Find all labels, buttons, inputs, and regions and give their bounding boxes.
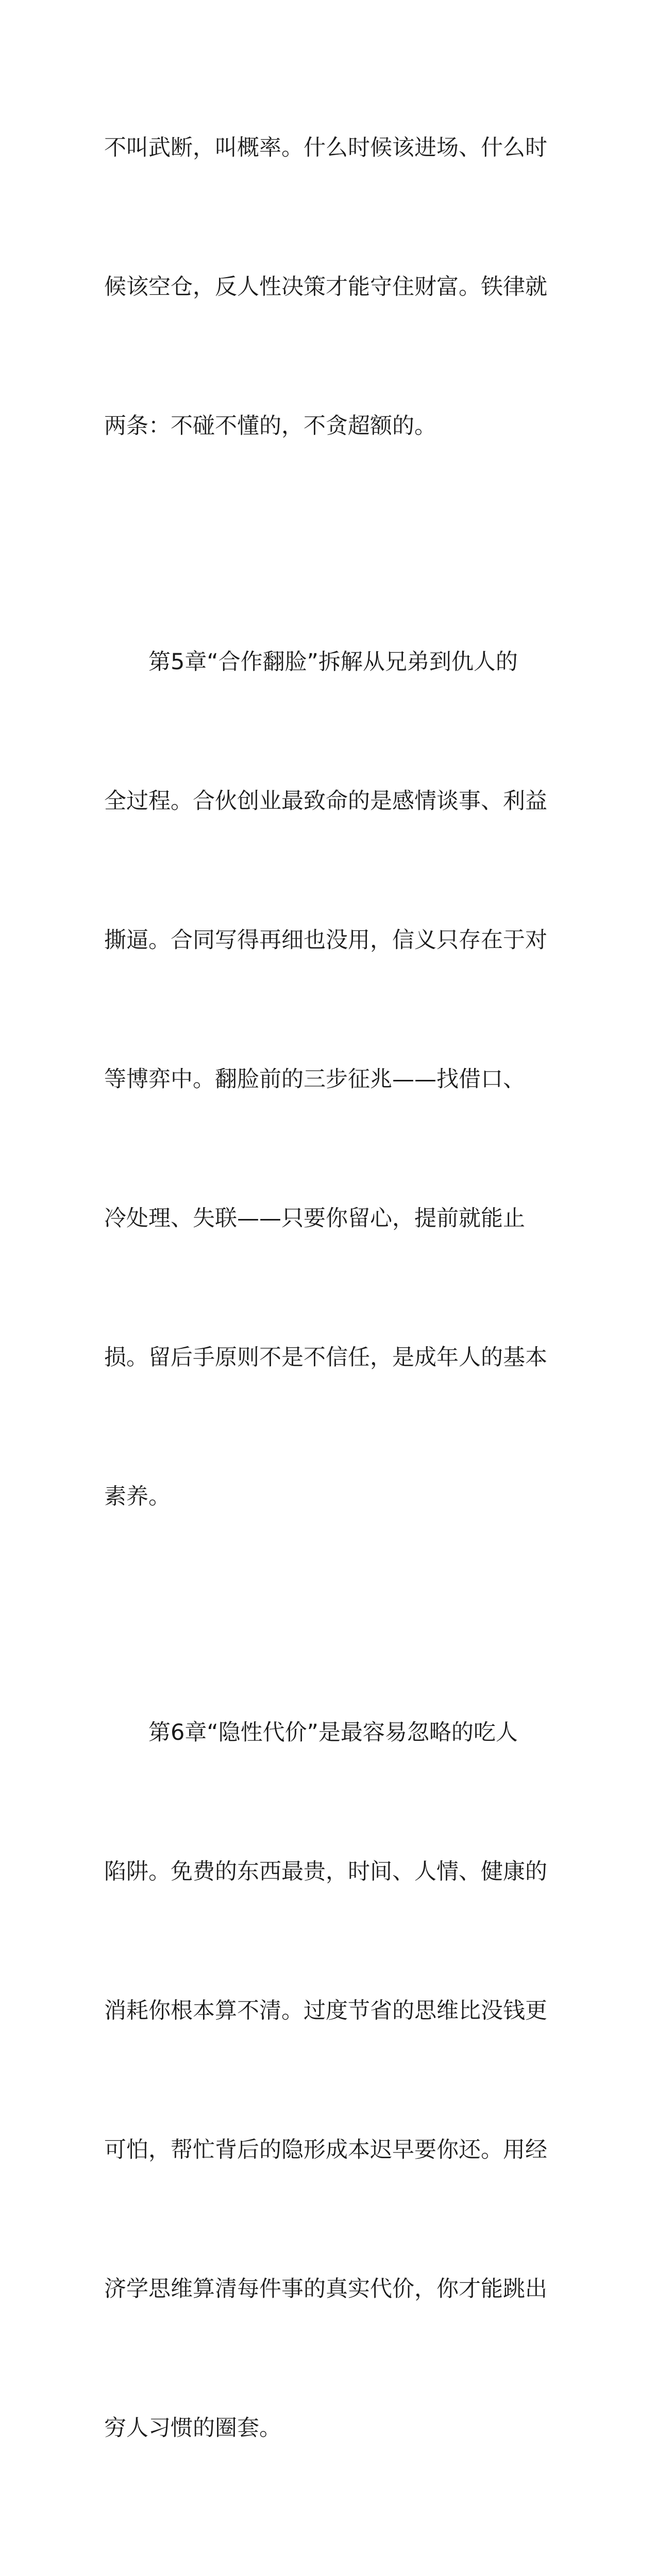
text-line: 撕逼。合同写得再细也没用，信义只存在于对 <box>104 927 547 953</box>
paragraph-chapter-5 <box>104 546 558 1613</box>
paragraph-1 <box>104 32 558 542</box>
text-line: 可怕，帮忙背后的隐形成本迟早要你还。用经 <box>104 2137 547 2163</box>
text-line-first <box>104 639 558 685</box>
text-line: 等博弈中。翻脸前的三步征兆——找借口、 <box>104 1066 525 1092</box>
text-line: 陷阱。免费的东西最贵，时间、人情、健康的 <box>104 1859 547 1885</box>
text-line: 候该空仓，反人性决策才能守住财富。铁律就 <box>104 274 547 300</box>
article-body <box>104 32 558 2576</box>
text-line-content: 第6章“隐性代价”是最容易忽略的吃人 <box>148 1720 518 1745</box>
text-line: 素养。 <box>104 1484 171 1510</box>
paragraph-chapter-7 <box>104 2548 558 2576</box>
text-line: 两条：不碰不懂的，不贪超额的。 <box>104 413 436 439</box>
text-line-content: 第5章“合作翻脸”拆解从兄弟到仇人的 <box>148 649 518 675</box>
text-line: 不叫武断，叫概率。什么时候该进场、什么时 <box>104 135 547 161</box>
paragraph-chapter-6 <box>104 1617 558 2544</box>
text-line: 济学思维算清每件事的真实代价，你才能跳出 <box>104 2276 547 2302</box>
text-line-first <box>104 1709 558 1756</box>
text-line: 全过程。合伙创业最致命的是感情谈事、利益 <box>104 788 547 814</box>
text-line: 冷处理、失联——只要你留心，提前就能止 <box>104 1206 525 1231</box>
text-line: 损。留后手原则不是不信任，是成年人的基本 <box>104 1345 547 1370</box>
text-line: 消耗你根本算不清。过度节省的思维比没钱更 <box>104 1998 547 2024</box>
text-line: 穷人习惯的圈套。 <box>104 2415 281 2441</box>
